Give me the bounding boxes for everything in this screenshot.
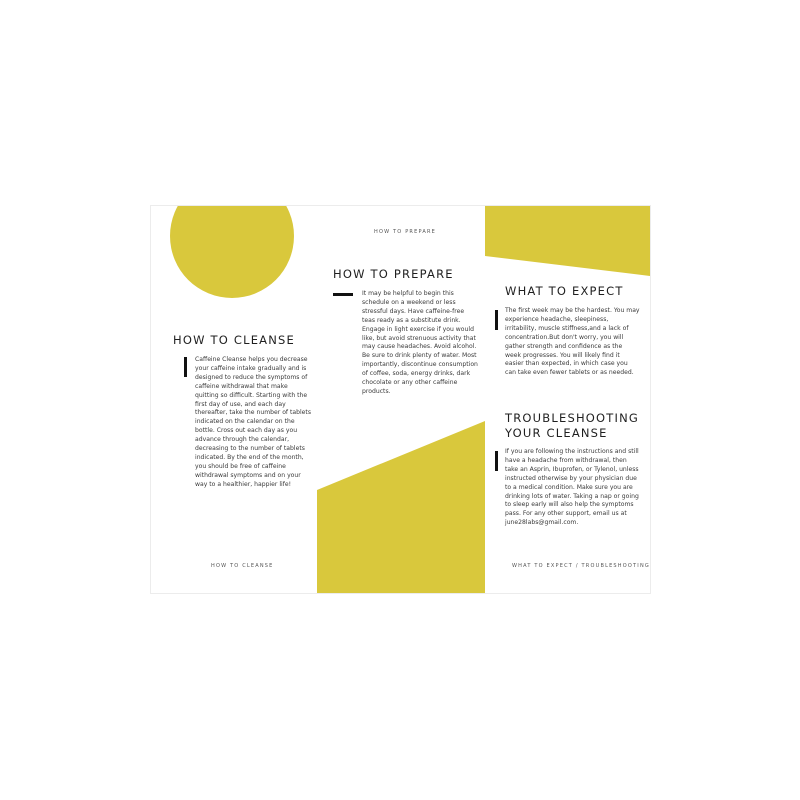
panel-what-to-expect	[485, 206, 650, 593]
expect-accent-bar	[495, 310, 498, 330]
expect-footer: WHAT TO EXPECT / TROUBLESHOOTING	[512, 563, 650, 569]
troubleshooting-heading-line2: YOUR CLEANSE	[505, 426, 608, 440]
brochure-sheet	[151, 206, 650, 593]
prepare-heading: HOW TO PREPARE	[333, 267, 454, 281]
prepare-accent-bar	[333, 293, 353, 296]
panel-how-to-prepare	[317, 206, 485, 593]
yellow-trapezoid	[317, 206, 485, 593]
panel-how-to-cleanse	[151, 206, 317, 593]
expect-body: The first week may be the hardest. You may experience headache, sleepiness, irritability, muscle stiffness,and a lack of concentration.But don't worry, you will gather strength and confidence as the week progresses. You will likely find it easier than expected, in which case you can take even fewer tablets or as needed.	[505, 307, 640, 377]
troubleshooting-accent-bar	[495, 451, 498, 471]
troubleshooting-body: If you are following the instructions and still have a headache from withdrawal, then take an Asprin, Ibuprofen, or Tylenol, unless instructed otherwise by your physician due to a medical condition. Make sure you are drinking lots of water. Taking a nap or going to sleep early will also help the symptoms pass. For any other support, email us at june28labs@gmail.com.	[505, 448, 639, 527]
prepare-body: It may be helpful to begin this schedule on a weekend or less stressful days. Have caffeine-free teas ready as a substitute drink. Engage in light exercise if you would like, but avoid strenuous activity that may cause headaches. Avoid alcohol. Be sure to drink plenty of water. Most importantly, discontinue consumption of coffee, soda, energy drinks, dark chocolate or any other caffeine products.	[362, 290, 478, 395]
cleanse-footer: HOW TO CLEANSE	[211, 563, 274, 569]
cleanse-heading: HOW TO CLEANSE	[173, 333, 295, 347]
cleanse-body: Caffeine Cleanse helps you decrease your caffeine intake gradually and is designed to reduce the symptoms of caffeine withdrawal that make quitting so difficult. Starting with the first day of use, and each day thereafter, take the number of tablets indicated on the calendar on the bottle. Cross out each day as you advance through the calendar, decreasing to the number of tablets indicated. By the end of the month, you should be free of caffeine withdrawal symptoms and on your way to a healthier, happier life!	[195, 356, 311, 488]
expect-heading: WHAT TO EXPECT	[505, 284, 624, 298]
cleanse-accent-bar	[184, 357, 187, 377]
troubleshooting-heading-line1: TROUBLESHOOTING	[505, 411, 640, 425]
prepare-header: HOW TO PREPARE	[374, 229, 437, 235]
yellow-slanted-band	[485, 206, 650, 593]
